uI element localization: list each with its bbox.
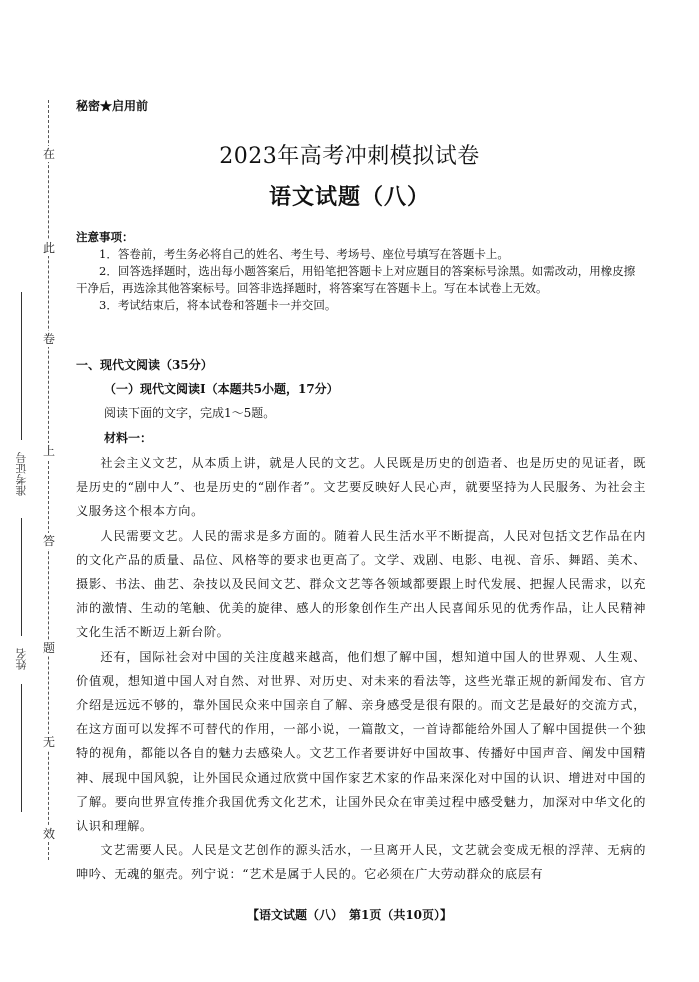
reading-passage (76, 451, 646, 887)
name-label: 姓名 (15, 648, 28, 670)
paragraph: 文艺需要人民。人民是文艺创作的源头活水，一旦离开人民，文艺就会变成无根的浮萍、无病的呻吟、无魂的躯壳。列宁说：“艺术是属于人民的。它必须在广大劳动群众的底层有 (76, 843, 646, 882)
binding-char: 答 (42, 534, 55, 548)
secret-label: 秘密★启用前 (76, 99, 149, 113)
notice-block (76, 229, 646, 314)
subsection-title: （一）现代文阅读Ⅰ（本题共5小题，17分） (104, 382, 339, 396)
binding-char: 无 (42, 735, 55, 749)
notice-item: 3．考试结束后，将本试卷和答题卡一并交回。 (99, 298, 337, 312)
binding-char: 效 (42, 827, 55, 841)
page-footer: 【语文试题（八） 第1页（共10页）】 (246, 908, 453, 922)
notice-item: 1．答卷前，考生务必将自己的姓名、考生号、考场号、座位号填写在答题卡上。 (99, 247, 509, 261)
binding-char: 卷 (42, 332, 55, 346)
notice-item: 2．回答选择题时，选出每小题答案后，用铅笔把答题卡上对应题目的答案标号涂黑。如需改动，用橡皮擦干净后，再选涂其他答案标号。回答非选择题时，将答案写在答题卡上。写在本试卷上无效。 (76, 264, 636, 295)
section-intro: 阅读下面的文字，完成1～5题。 (104, 406, 276, 420)
material-label: 材料一： (104, 431, 153, 445)
name-line-top (21, 518, 22, 636)
section-title: 一、现代文阅读（35分） (76, 358, 213, 372)
paragraph: 社会主义文艺，从本质上讲，就是人民的文艺。人民既是历史的创造者、也是历史的见证者，既是历史的“剧中人”、也是历史的“剧作者”。文艺要反映好人民心声，就要坚持为人民服务、为社会主义服务这个根本方向。 (76, 456, 646, 519)
exam-title: 2023年高考冲刺模拟试卷 (219, 144, 480, 169)
exam-subtitle: 语文试题（八） (268, 184, 430, 210)
notice-heading: 注意事项： (76, 230, 134, 244)
exam-number-label: 准考证号 (15, 452, 28, 496)
binding-char: 在 (42, 147, 55, 161)
name-line-bottom (21, 684, 22, 812)
binding-char: 此 (42, 241, 55, 255)
paragraph: 还有，国际社会对中国的关注度越来越高，他们想了解中国，想知道中国人的世界观、人生观、价值观，想知道中国人对自然、对世界、对历史、对未来的看法等，这些光靠正规的新闻发布、官方介绍是远远不够的，靠外国民众来中国亲自了解、亲身感受是很有限的。而文艺是最好的交流方式，在这方面可以发挥不可替代的作用，一部小说，一篇散文，一首诗都能给外国人了解中国提供一个独特的视角，都能以各自的魅力去感染人。文艺工作者要讲好中国故事、传播好中国声音、阐发中国精神、展现中国风貌，让外国民众通过欣赏中国作家艺术家的作品来深化对中国的认识、增进对中国的了解。要向世界宣传推介我国优秀文化艺术，让国外民众在审美过程中感受魅力，加深对中华文化的认识和理解。 (76, 649, 646, 834)
binding-char: 题 (42, 641, 55, 655)
paragraph: 人民需要文艺。人民的需求是多方面的。随着人民生活水平不断提高，人民对包括文艺作品在内的文化产品的质量、品位、风格等的要求也更高了。文学、戏剧、电影、电视、音乐、舞蹈、美术、摄影、书法、曲艺、杂技以及民间文艺、群众文艺等各领域都要跟上时代发展、把握人民需求，以充沛的激情、生动的笔触、优美的旋律、感人的形象创作生产出人民喜闻乐见的优秀作品，让人民精神文化生活不断迈上新台阶。 (76, 528, 646, 640)
exam-number-line (21, 292, 22, 440)
binding-char: 上 (42, 444, 55, 458)
